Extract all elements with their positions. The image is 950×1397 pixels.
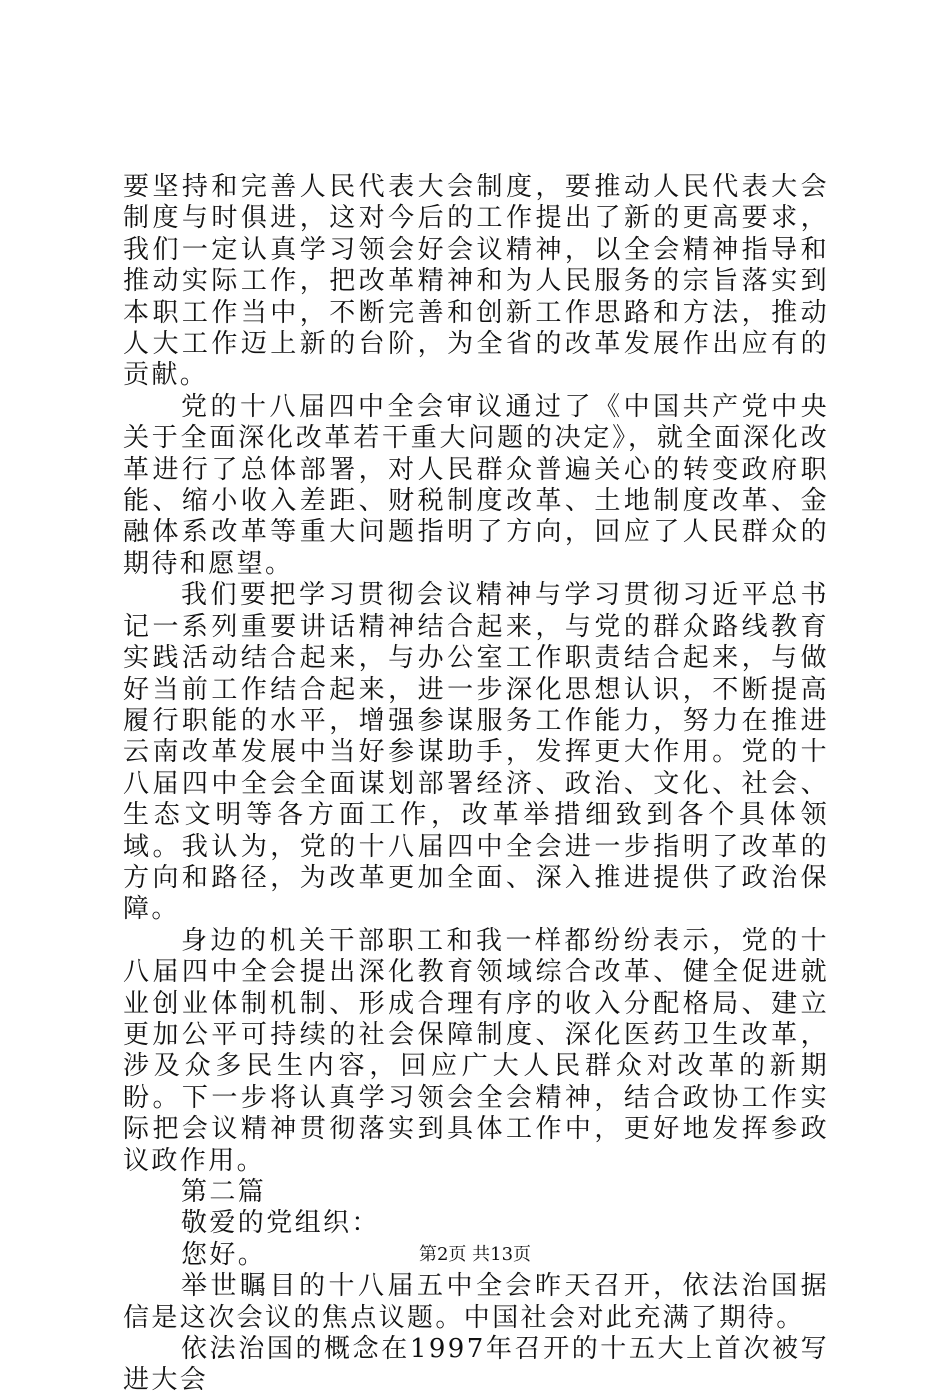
paragraph-6: 依法治国的概念在1997年召开的十五大上首次被写进大会	[123, 1334, 829, 1396]
page-number-footer: 第2页 共13页	[418, 1244, 532, 1265]
paragraph-3: 我们要把学习贯彻会议精神与学习贯彻习近平总书记一系列重要讲话精神结合起来，与党的群众路线教育实践活动结合起来，与办公室工作职责结合起来，与做好当前工作结合起来，进一步深化思想认识，不断提高履行职能的水平，增强参谋服务工作能力，努力在推进云南改革发展中当好参谋助手，发挥更大作用。党的十八届四中全会全面谋划部署经济、政治、文化、社会、生态文明等各方面工作，改革举措细致到各个具体领域。我认为，党的十八届四中全会进一步指明了改革的方向和路径，为改革更加全面、深入推进提供了政治保障。	[123, 580, 829, 925]
paragraph-2: 党的十八届四中全会审议通过了《中国共产党中央关于全面深化改革若干重大问题的决定》，就全面深化改革进行了总体部署，对人民群众普遍关心的转变政府职能、缩小收入差距、财税制度改革、土地制度改革、金融体系改革等重大问题指明了方向，回应了人民群众的期待和愿望。	[123, 391, 829, 579]
paragraph-5: 举世瞩目的十八届五中全会昨天召开，依法治国据信是这次会议的焦点议题。中国社会对此充满了期待。	[123, 1271, 829, 1333]
section-heading: 第二篇	[181, 1177, 267, 1207]
salutation: 敬爱的党组织：	[181, 1208, 380, 1239]
document-body	[123, 172, 829, 1397]
paragraph-1: 要坚持和完善人民代表大会制度，要推动人民代表大会制度与时俱进，这对今后的工作提出了新的更高要求，我们一定认真学习领会好会议精神，以全会精神指导和推动实际工作，把改革精神和为人民服务的宗旨落实到本职工作当中，不断完善和创新工作思路和方法，推动人大工作迈上新的台阶，为全省的改革发展作出应有的贡献。	[123, 172, 829, 391]
paragraph-4: 身边的机关干部职工和我一样都纷纷表示，党的十八届四中全会提出深化教育领域综合改革、健全促进就业创业体制机制、形成合理有序的收入分配格局、建立更加公平可持续的社会保障制度、深化医药卫生改革，涉及众多民生内容，回应广大人民群众对改革的新期盼。下一步将认真学习领会全会精神，结合政协工作实际把会议精神贯彻落实到具体工作中，更好地发挥参政议政作用。	[123, 925, 829, 1176]
greeting: 您好。	[181, 1239, 267, 1270]
